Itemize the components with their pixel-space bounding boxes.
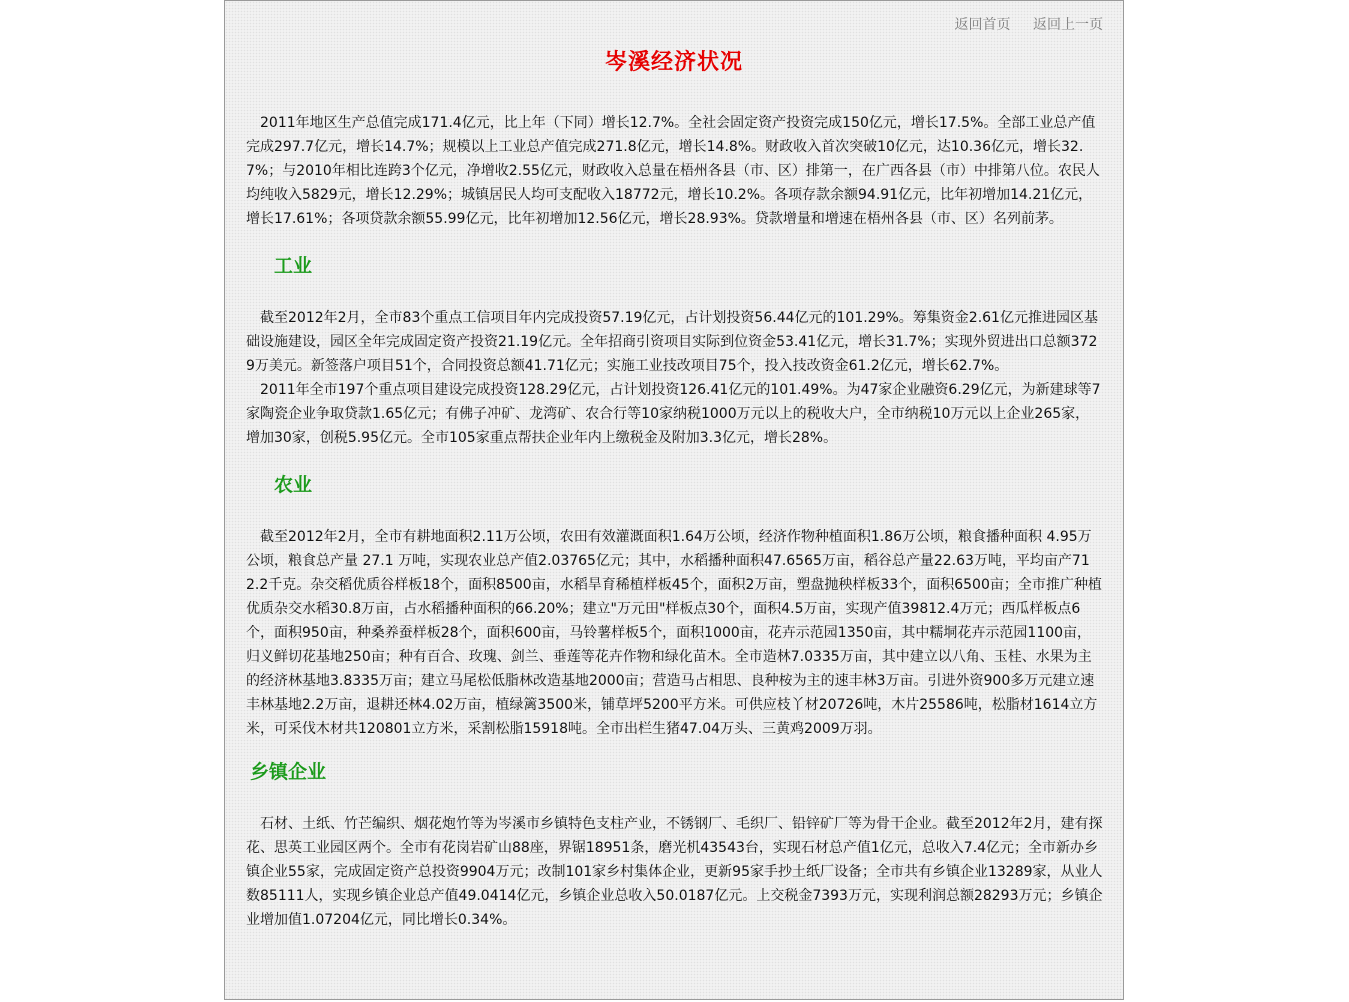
page-title: 岑溪经济状况 bbox=[604, 50, 743, 75]
article-page bbox=[224, 0, 1124, 1000]
back-link[interactable]: 返回上一页 bbox=[1033, 17, 1103, 33]
agriculture-paragraph: 截至2012年2月，全市有耕地面积2.11万公顷，农田有效灌溉面积1.64万公顷，经济作物种植面积1.86万公顷，粮食播种面积 4.95万公顷，粮食总产量 27.1 万吨，实现农业总产值2.03765亿元；其中，水稻播种面积47.6565万亩，稻谷总产量22.63万吨，平均亩产712.2千克。杂交稻优质谷样板18个，面积8500亩，水稻旱育稀植样板45个，面积2万亩，塑盘抛秧样板33个，面积6500亩；全市推广种植优质杂交水稻30.8万亩，占水稻播种面积的66.20%；建立"万元田"样板点30个，面积4.5万亩，实现产值39812.4万元；西瓜样板点6个，面积950亩，种桑养蚕样板28个，面积600亩，马铃薯样板5个，面积1000亩，花卉示范园1350亩，其中糯垌花卉示范园1100亩，归义鲜切花基地250亩；种有百合、玫瑰、剑兰、垂莲等花卉作物和绿化苗木。全市造林7.0335万亩，其中建立以八角、玉桂、水果为主的经济林基地3.8335万亩；建立马尾松低脂林改造基地2000亩；营造马占相思、良种桉为主的速丰林3万亩。引进外资900多万元建立速丰林基地2.2万亩，退耕还林4.02万亩，植绿篱3500米，铺草坪5200平方米。可供应枝丫材20726吨，木片25586吨，松脂材1614立方米，可采伐木材共120801立方米，采割松脂15918吨。全市出栏生猪47.04万头、三黄鸡2009万羽。 bbox=[246, 529, 1102, 737]
township-heading: 乡镇企业 bbox=[250, 761, 327, 783]
industry-heading: 工业 bbox=[274, 255, 313, 277]
industry-paragraph-2: 2011年全市197个重点项目建设完成投资128.29亿元，占计划投资126.41亿元的101.49%。为47家企业融资6.29亿元，为新建球等7家陶瓷企业争取贷款1.65亿元；有佛子冲矿、龙湾矿、农合行等10家纳税1000万元以上的税收大户，全市纳税10万元以上企业265家，增加30家，创税5.95亿元。全市105家重点帮扶企业年内上缴税金及附加3.3亿元，增长28%。 bbox=[246, 382, 1101, 446]
home-link[interactable]: 返回首页 bbox=[954, 17, 1011, 33]
intro-paragraph: 2011年地区生产总值完成171.4亿元，比上年（下同）增长12.7%。全社会固定资产投资完成150亿元，增长17.5%。全部工业总产值完成297.7亿元，增长14.7%；规模以上工业总产值完成271.8亿元，增长14.8%。财政收入首次突破10亿元，达10.36亿元，增长32.7%；与2010年相比连跨3个亿元，净增收2.55亿元，财政收入总量在梧州各县（市、区）排第一，在广西各县（市）中排第八位。农民人均纯收入5829元，增长12.29%；城镇居民人均可支配收入18772元，增长10.2%。各项存款余额94.91亿元，比年初增加14.21亿元，增长17.61%；各项贷款余额55.99亿元，比年初增加12.56亿元，增长28.93%。贷款增量和增速在梧州各县（市、区）名列前茅。 bbox=[246, 115, 1100, 227]
township-paragraph: 石材、土纸、竹芒编织、烟花炮竹等为岑溪市乡镇特色支柱产业，不锈钢厂、毛织厂、铅锌矿厂等为骨干企业。截至2012年2月，建有探花、思英工业园区两个。全市有花岗岩矿山88座，界锯18951条，磨光机43543台，实现石材总产值1亿元，总收入7.4亿元；全市新办乡镇企业55家，完成固定资产总投资9904万元；改制101家乡村集体企业，更新95家手抄土纸厂设备；全市共有乡镇企业13289家，从业人数85111人，实现乡镇企业总产值49.0414亿元，乡镇企业总收入50.0187亿元。上交税金7393万元，实现利润总额28293万元；乡镇企业增加值1.07204亿元，同比增长0.34%。 bbox=[246, 816, 1103, 928]
industry-paragraph-1: 截至2012年2月，全市83个重点工信项目年内完成投资57.19亿元，占计划投资56.44亿元的101.29%。筹集资金2.61亿元推进园区基础设施建设，园区全年完成固定资产投资21.19亿元。全年招商引资项目实际到位资金53.41亿元，增长31.7%；实现外贸进出口总额3729万美元。新签落户项目51个，合同投资总额41.71亿元；实施工业技改项目75个，投入技改资金61.2亿元，增长62.7%。 bbox=[246, 310, 1098, 374]
agriculture-heading: 农业 bbox=[274, 474, 313, 496]
article-content bbox=[246, 111, 1103, 932]
top-navigation bbox=[937, 14, 1103, 34]
